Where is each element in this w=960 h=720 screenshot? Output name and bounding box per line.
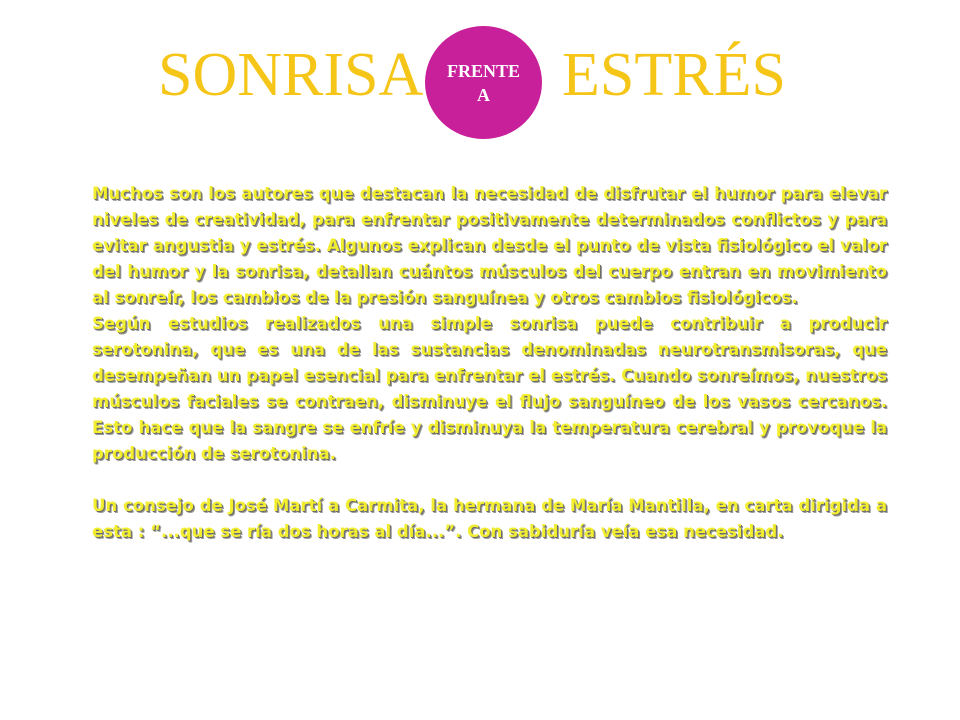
paragraph-humor: Muchos son los autores que destacan la necesidad de disfrutar el humor para elevar niveles de creatividad, para enfrentar positivamente determinados conflictos y para evitar angustia y estrés. Algunos explican desde el punto de vista fisiológico el valor del humor y la sonrisa, detallan cuántos músculos del cuerpo entran en movimiento al sonreír, los cambios de la presión sanguínea y otros cambios fisiológicos. — [92, 184, 887, 307]
title-estres: ESTRÉS — [562, 41, 786, 109]
badge-line-1: FRENTE — [446, 60, 520, 81]
frente-a-badge — [425, 26, 542, 139]
body-text — [92, 181, 887, 545]
paragraph-serotonina: Según estudios realizados una simple sonrisa puede contribuir a producir serotonina, que es una de las sustancias denominadas neurotransmisoras, que desempeñan un papel esencial para enfrentar el estrés. Cuando sonreímos, nuestros músculos faciales se contraen, disminuye el flujo sanguíneo de los vasos cercanos. Esto hace que la sangre se enfríe y disminuya la temperatura cerebral y provoque la producción de serotonina. — [92, 314, 887, 463]
title-sonrisa: SONRISA — [158, 41, 424, 109]
paragraph-marti-quote: Un consejo de José Martí a Carmita, la hermana de María Mantilla, en carta dirigida a esta : “...que se ría dos horas al día...”. Con sabiduría veía esa necesidad. — [92, 496, 887, 541]
badge-line-2: A — [477, 84, 490, 105]
